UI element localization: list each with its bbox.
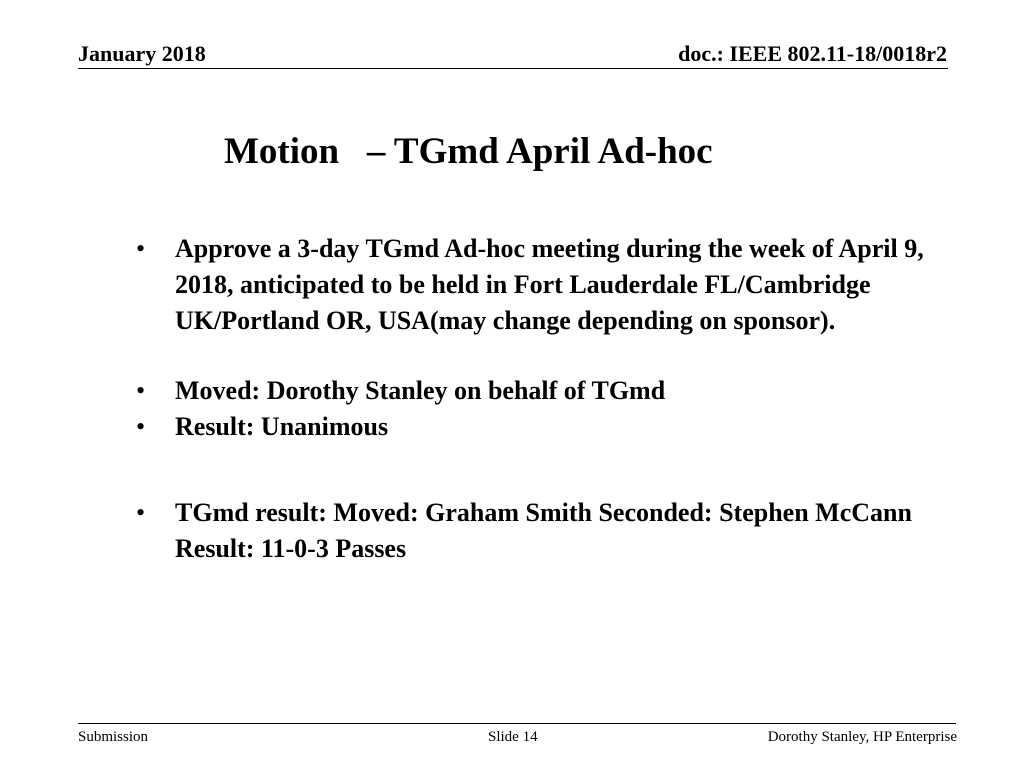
bullet-icon: • [136, 412, 146, 441]
bullet-text: Moved: Dorothy Stanley on behalf of TGmd [175, 376, 666, 405]
bullet-item-moved [136, 373, 926, 409]
footer-submission: Submission [78, 729, 149, 745]
header-date: January 2018 [78, 41, 206, 66]
bullet-list [136, 231, 926, 567]
bullet-icon: • [136, 498, 146, 527]
bullet-text: TGmd result: Moved: Graham Smith Seconded: Stephen McCann Result: 11-0-3 Passes [175, 498, 912, 563]
bullet-text: Approve a 3-day TGmd Ad-hoc meeting during the week of April 9, 2018, anticipated to be held in Fort Lauderdale FL/Cambridge UK/Portland OR, USA(may change depending on sponsor). [175, 234, 924, 335]
bullet-item-approve [136, 231, 926, 339]
bullet-item-result [136, 409, 926, 445]
footer-slide-number: Slide 14 [488, 729, 538, 745]
slide-title: Motion – TGmd April Ad-hoc [224, 131, 713, 172]
header-divider [78, 68, 948, 69]
footer-divider [78, 723, 956, 724]
bullet-text: Result: Unanimous [175, 412, 389, 441]
bullet-icon: • [136, 234, 146, 263]
bullet-icon: • [136, 376, 146, 405]
footer-author: Dorothy Stanley, HP Enterprise [767, 729, 957, 745]
header-doc-id: doc.: IEEE 802.11-18/0018r2 [678, 41, 947, 66]
bullet-item-tgmd-result [136, 495, 926, 567]
